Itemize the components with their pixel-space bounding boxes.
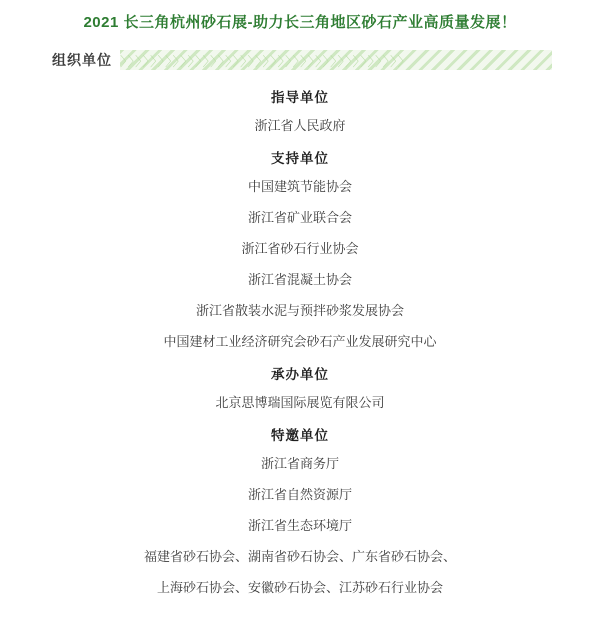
document-page xyxy=(0,13,600,644)
list-item: 北京思博瑞国际展览有限公司 xyxy=(215,395,385,410)
list-item: 浙江省商务厅 xyxy=(260,456,339,471)
group-title: 支持单位 xyxy=(271,151,329,166)
group-support xyxy=(20,147,580,350)
list-item: 浙江省砂石行业协会 xyxy=(241,241,359,256)
chevron-band-icon xyxy=(120,50,552,70)
group-host xyxy=(20,363,580,411)
group-title: 特邀单位 xyxy=(271,428,329,443)
list-item: 浙江省散装水泥与预拌砂浆发展协会 xyxy=(195,303,404,318)
list-item: 浙江省矿业联合会 xyxy=(247,210,352,225)
group-invited xyxy=(20,424,580,596)
list-item: 浙江省自然资源厅 xyxy=(247,487,352,502)
organizers-content xyxy=(0,86,600,596)
list-item: 中国建材工业经济研究会砂石产业发展研究中心 xyxy=(163,334,437,349)
section-label: 组织单位 xyxy=(52,52,112,68)
list-item: 浙江省混凝土协会 xyxy=(247,272,352,287)
group-title: 承办单位 xyxy=(271,367,329,382)
list-item: 浙江省生态环境厅 xyxy=(247,518,352,533)
page-title: 2021 长三角杭州砂石展-助力长三角地区砂石产业高质量发展！ xyxy=(83,14,517,31)
group-guidance xyxy=(20,86,580,134)
list-item: 福建省砂石协会、湖南省砂石协会、广东省砂石协会、 xyxy=(143,549,456,564)
section-header xyxy=(0,47,600,73)
chevron-band-glyphs: 〉〉〉〉〉〉〉〉〉〉〉〉〉〉〉〉〉〉〉〉〉〉〉〉〉〉〉〉〉〉〉〉〉〉〉〉〉〉 xyxy=(120,54,412,70)
group-title: 指导单位 xyxy=(271,90,329,105)
list-item: 上海砂石协会、安徽砂石协会、江苏砂石行业协会 xyxy=(156,580,443,595)
list-item: 中国建筑节能协会 xyxy=(247,179,352,194)
list-item: 浙江省人民政府 xyxy=(254,118,346,133)
